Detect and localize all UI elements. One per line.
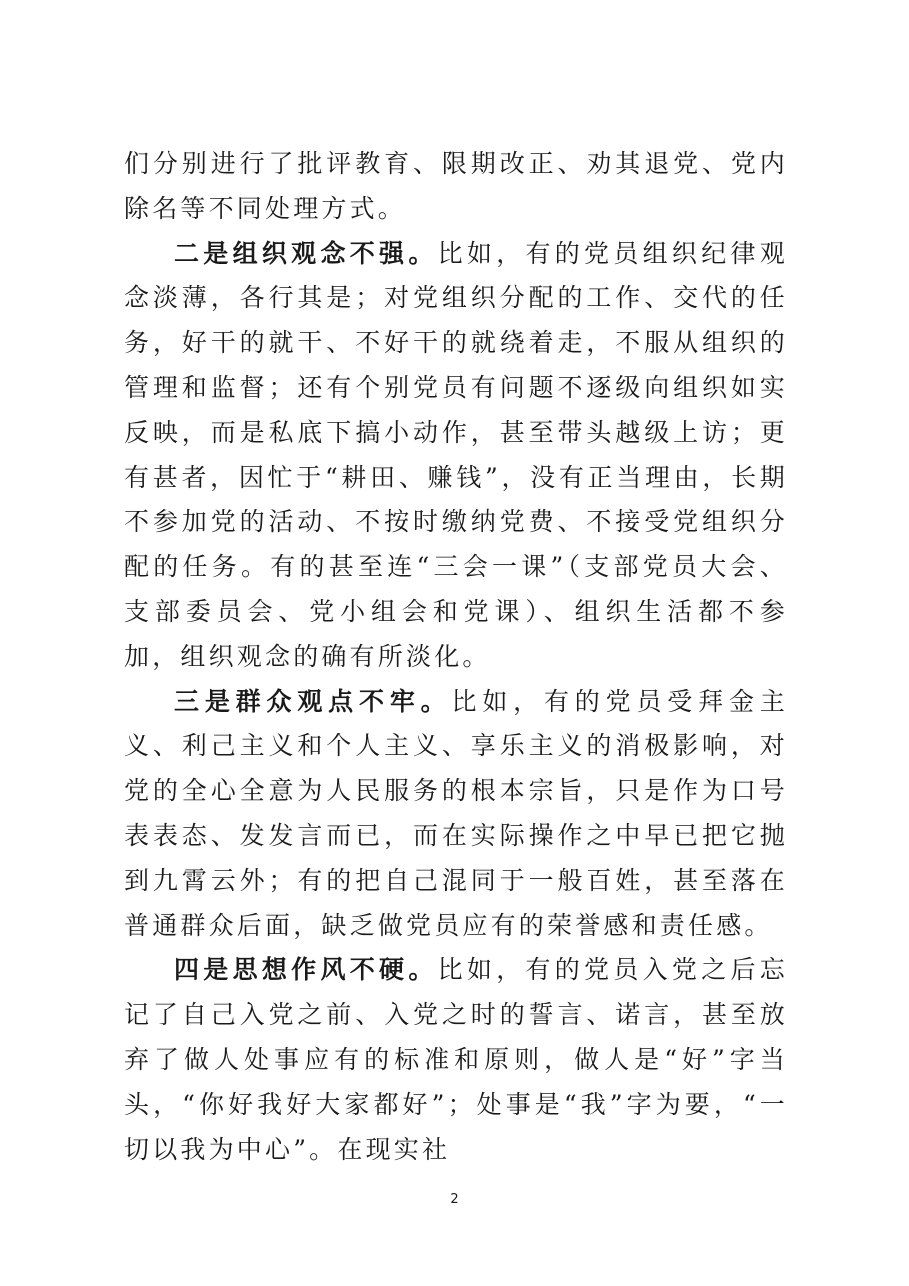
paragraph-text: 比如，有的党员组织纪律观念淡薄，各行其是；对党组织分配的工作、交代的任务，好干的就干、不好干的就绕着走，不服从组织的管理和监督；还有个别党员有问题不逐级向组织如实反映，而是私底下搞小动作，甚至带头越级上访；更有甚者，因忙于“耕田、赚钱”，没有正当理由，长期不参加党的活动、不按时缴纳党费、不接受党组织分配的任务。有的甚至连“三会一课”（支部党员大会、支部委员会、党小组会和党课）、组织生活都不参加，组织观念的确有所淡化。 [124, 238, 788, 671]
paragraph-text: 比如，有的党员入党之后忘记了自己入党之前、入党之时的誓言、诺言，甚至放弃了做人处事应有的标准和原则，做人是“好”字当头，“你好我好大家都好”；处事是“我”字为要，“一切以我为中心”。在现实社 [124, 955, 788, 1164]
paragraph-organization [124, 232, 788, 680]
paragraph-text: 们分别进行了批评教育、限期改正、劝其退党、党内除名等不同处理方式。 [124, 149, 788, 223]
paragraph-continuation [124, 142, 788, 232]
paragraph-style [124, 948, 788, 1172]
document-body [124, 142, 788, 1172]
paragraph-heading: 三是群众观点不牢。 [174, 686, 452, 716]
page-number: 2 [450, 1192, 459, 1207]
paragraph-text: 比如，有的党员受拜金主义、利己主义和个人主义、享乐主义的消极影响，对党的全心全意为人民服务的根本宗旨，只是作为口号表表态、发发言而已，而在实际操作之中早已把它抛到九霄云外；有的把自己混同于一般百姓，甚至落在普通群众后面，缺乏做党员应有的荣誉感和责任感。 [124, 686, 788, 940]
paragraph-heading: 二是组织观念不强。 [174, 238, 438, 268]
paragraph-heading: 四是思想作风不硬。 [174, 955, 438, 985]
paragraph-masses [124, 680, 788, 949]
